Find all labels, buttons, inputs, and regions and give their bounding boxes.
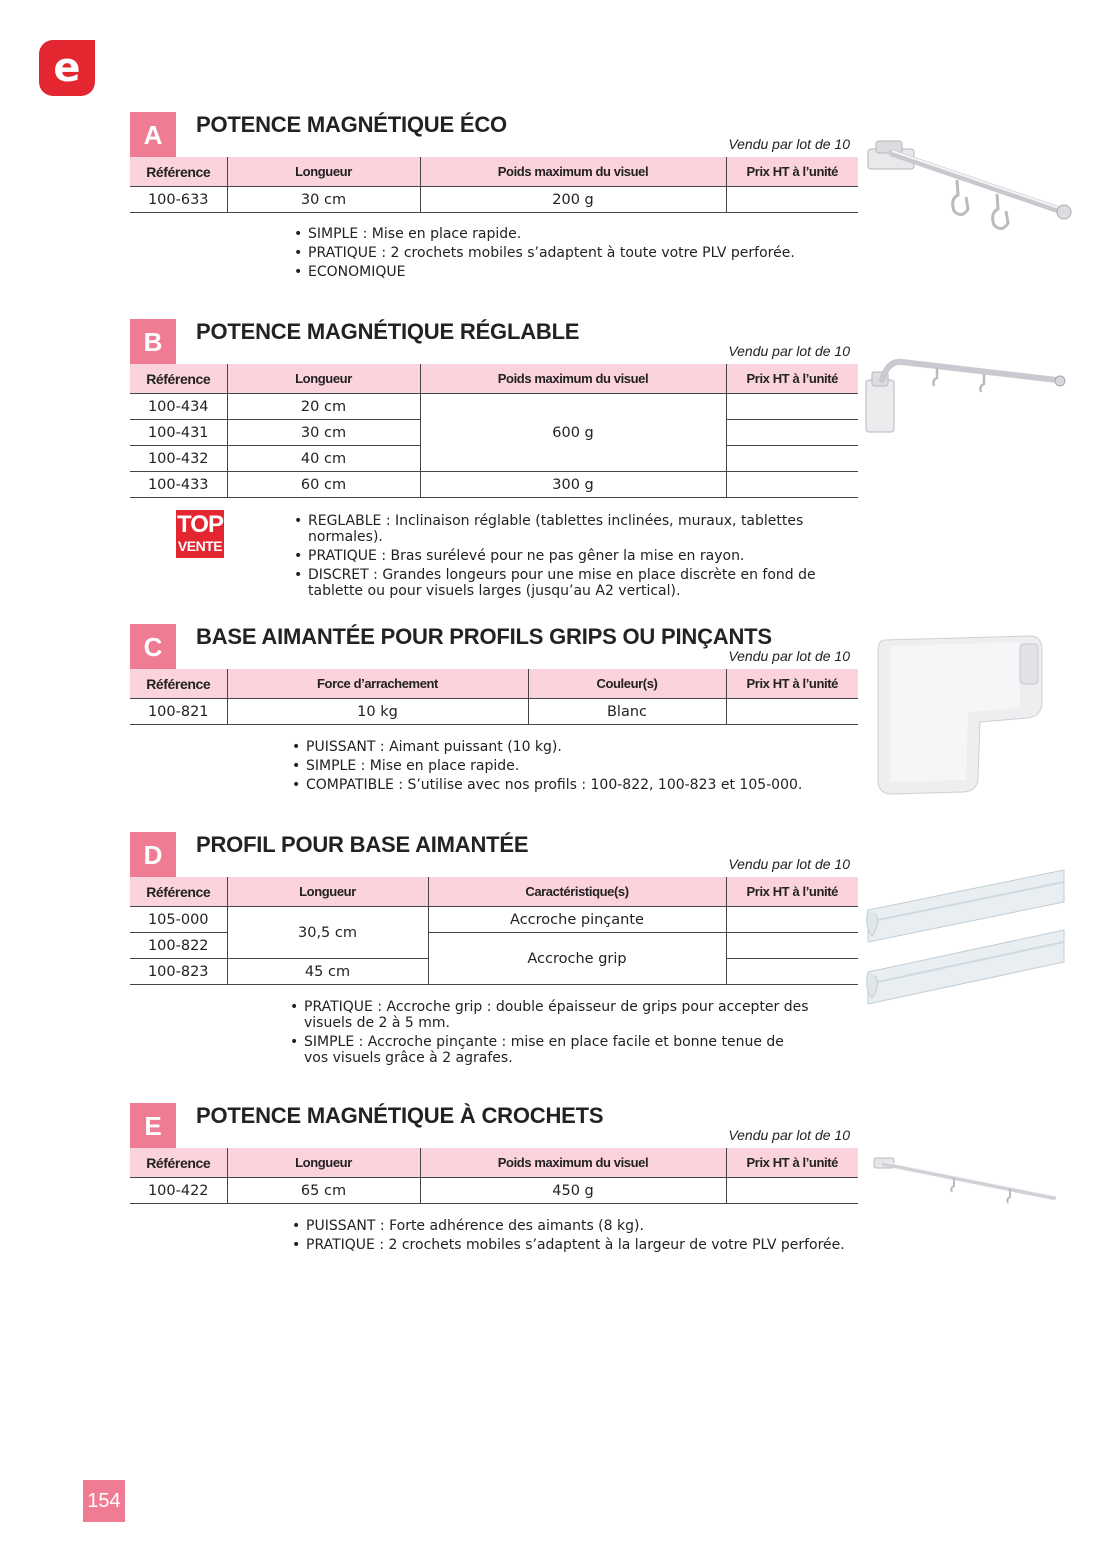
cell-reference: 100-433 bbox=[130, 472, 227, 498]
section-title: POTENCE MAGNÉTIQUE À CROCHETS bbox=[196, 1103, 604, 1128]
cell-prix bbox=[726, 1178, 858, 1204]
product-table bbox=[130, 1148, 858, 1204]
cell-reference: 100-822 bbox=[130, 933, 227, 959]
cell-couleur: Blanc bbox=[528, 699, 726, 725]
section-letter: B bbox=[130, 319, 176, 365]
feature-item: • DISCRET : Grandes longeurs pour une mise en place discrète en fond de tablette ou pour visuels larges (jusqu’au A2 vertical). bbox=[294, 567, 863, 599]
cell-poids: 600 g bbox=[420, 394, 726, 472]
header-longueur: Longueur bbox=[227, 1148, 420, 1178]
cell-prix bbox=[726, 699, 858, 725]
header-prix: Prix HT à l’unité bbox=[726, 157, 858, 187]
product-table bbox=[130, 669, 858, 725]
product-image-potence-reglable bbox=[862, 350, 1072, 440]
product-image-potence-eco bbox=[862, 135, 1072, 240]
cell-longueur: 30 cm bbox=[227, 420, 420, 446]
section-title: BASE AIMANTÉE POUR PROFILS GRIPS OU PINÇANTS bbox=[196, 624, 772, 649]
header-caracteristiques: Caractéristique(s) bbox=[428, 877, 726, 907]
header-longueur: Longueur bbox=[227, 157, 420, 187]
feature-list bbox=[294, 226, 864, 283]
feature-list bbox=[290, 999, 810, 1069]
product-image-base-aimantee bbox=[870, 630, 1050, 800]
table-row bbox=[130, 187, 858, 213]
cell-force: 10 kg bbox=[227, 699, 528, 725]
cell-prix bbox=[726, 472, 858, 498]
section-letter: D bbox=[130, 832, 176, 878]
cell-reference: 100-633 bbox=[130, 187, 227, 213]
page-number: 154 bbox=[83, 1480, 125, 1522]
header-poids: Poids maximum du visuel bbox=[420, 1148, 726, 1178]
section-c bbox=[130, 624, 858, 734]
product-table bbox=[130, 877, 858, 985]
feature-item: • ECONOMIQUE bbox=[294, 264, 864, 280]
section-letter: C bbox=[130, 624, 176, 670]
cell-longueur: 60 cm bbox=[227, 472, 420, 498]
table-header-row bbox=[130, 364, 858, 394]
header-reference: Référence bbox=[130, 157, 227, 187]
cell-reference: 100-821 bbox=[130, 699, 227, 725]
header-couleur: Couleur(s) bbox=[528, 669, 726, 699]
lot-note: Vendu par lot de 10 bbox=[728, 856, 850, 872]
header-longueur: Longueur bbox=[227, 877, 428, 907]
header-prix: Prix HT à l’unité bbox=[726, 877, 858, 907]
header-reference: Référence bbox=[130, 669, 227, 699]
feature-item: • COMPATIBLE : S’utilise avec nos profils : 100-822, 100-823 et 105-000. bbox=[292, 777, 862, 793]
lot-note: Vendu par lot de 10 bbox=[728, 136, 850, 152]
cell-reference: 100-823 bbox=[130, 959, 227, 985]
header-prix: Prix HT à l’unité bbox=[726, 364, 858, 394]
cell-prix bbox=[726, 420, 858, 446]
lot-note: Vendu par lot de 10 bbox=[728, 343, 850, 359]
table-header-row bbox=[130, 877, 858, 907]
feature-item: • PUISSANT : Forte adhérence des aimants (8 kg). bbox=[292, 1218, 862, 1234]
table-row bbox=[130, 907, 858, 933]
product-table bbox=[130, 157, 858, 213]
table-header-row bbox=[130, 669, 858, 699]
feature-item: • SIMPLE : Mise en place rapide. bbox=[294, 226, 864, 242]
feature-item: • PUISSANT : Aimant puissant (10 kg). bbox=[292, 739, 862, 755]
cell-prix bbox=[726, 933, 858, 959]
product-image-potence-crochets bbox=[870, 1150, 1060, 1210]
table-header-row bbox=[130, 157, 858, 187]
cell-prix bbox=[726, 907, 858, 933]
header-reference: Référence bbox=[130, 877, 227, 907]
feature-list bbox=[292, 739, 862, 796]
cell-longueur: 45 cm bbox=[227, 959, 428, 985]
header-poids: Poids maximum du visuel bbox=[420, 157, 726, 187]
cell-reference: 100-422 bbox=[130, 1178, 227, 1204]
header-reference: Référence bbox=[130, 1148, 227, 1178]
section-e bbox=[130, 1103, 858, 1213]
feature-item: • SIMPLE : Accroche pinçante : mise en place facile et bonne tenue de vos visuels grâce à 2 agrafes. bbox=[290, 1034, 810, 1066]
cell-longueur: 65 cm bbox=[227, 1178, 420, 1204]
cell-prix bbox=[726, 446, 858, 472]
top-vente-badge bbox=[176, 510, 224, 558]
feature-item: • REGLABLE : Inclinaison réglable (tablettes inclinées, muraux, tablettes normales). bbox=[294, 513, 869, 545]
table-row bbox=[130, 394, 858, 420]
cell-reference: 105-000 bbox=[130, 907, 227, 933]
cell-longueur: 20 cm bbox=[227, 394, 420, 420]
cell-reference: 100-432 bbox=[130, 446, 227, 472]
feature-list bbox=[292, 1218, 862, 1256]
cell-prix bbox=[726, 187, 858, 213]
header-prix: Prix HT à l’unité bbox=[726, 669, 858, 699]
feature-item: • PRATIQUE : 2 crochets mobiles s’adaptent à la largeur de votre PLV perforée. bbox=[292, 1237, 862, 1253]
cell-poids: 450 g bbox=[420, 1178, 726, 1204]
cell-caracteristique: Accroche pinçante bbox=[428, 907, 726, 933]
table-row bbox=[130, 699, 858, 725]
table-header-row bbox=[130, 1148, 858, 1178]
cell-longueur: 30 cm bbox=[227, 187, 420, 213]
feature-list bbox=[294, 513, 869, 602]
header-reference: Référence bbox=[130, 364, 227, 394]
section-b bbox=[130, 319, 858, 499]
section-title: PROFIL POUR BASE AIMANTÉE bbox=[196, 832, 529, 857]
section-title: POTENCE MAGNÉTIQUE ÉCO bbox=[196, 112, 507, 137]
cell-reference: 100-431 bbox=[130, 420, 227, 446]
lot-note: Vendu par lot de 10 bbox=[728, 648, 850, 664]
lot-note: Vendu par lot de 10 bbox=[728, 1127, 850, 1143]
cell-longueur: 30,5 cm bbox=[227, 907, 428, 959]
section-letter: A bbox=[130, 112, 176, 158]
top-vente-line1: TOP bbox=[177, 511, 223, 538]
table-row bbox=[130, 1178, 858, 1204]
product-image-profils bbox=[864, 866, 1068, 1022]
cell-caracteristique: Accroche grip bbox=[428, 933, 726, 985]
header-prix: Prix HT à l’unité bbox=[726, 1148, 858, 1178]
cell-longueur: 40 cm bbox=[227, 446, 420, 472]
section-d bbox=[130, 832, 858, 992]
product-table bbox=[130, 364, 858, 498]
feature-item: • SIMPLE : Mise en place rapide. bbox=[292, 758, 862, 774]
cell-poids: 300 g bbox=[420, 472, 726, 498]
feature-item: • PRATIQUE : Bras surélevé pour ne pas gêner la mise en rayon. bbox=[294, 548, 869, 564]
header-force: Force d’arrachement bbox=[227, 669, 528, 699]
cell-prix bbox=[726, 394, 858, 420]
section-letter: E bbox=[130, 1103, 176, 1149]
header-poids: Poids maximum du visuel bbox=[420, 364, 726, 394]
cell-reference: 100-434 bbox=[130, 394, 227, 420]
table-row bbox=[130, 472, 858, 498]
feature-item: • PRATIQUE : Accroche grip : double épaisseur de grips pour accepter des visuels de 2 à 5 mm. bbox=[290, 999, 810, 1031]
cell-poids: 200 g bbox=[420, 187, 726, 213]
section-title: POTENCE MAGNÉTIQUE RÉGLABLE bbox=[196, 319, 580, 344]
top-vente-line2: VENTE bbox=[177, 538, 223, 554]
header-longueur: Longueur bbox=[227, 364, 420, 394]
feature-item: • PRATIQUE : 2 crochets mobiles s’adaptent à toute votre PLV perforée. bbox=[294, 245, 864, 261]
cell-prix bbox=[726, 959, 858, 985]
logo-letter: e bbox=[53, 45, 81, 91]
brand-logo bbox=[39, 40, 95, 96]
